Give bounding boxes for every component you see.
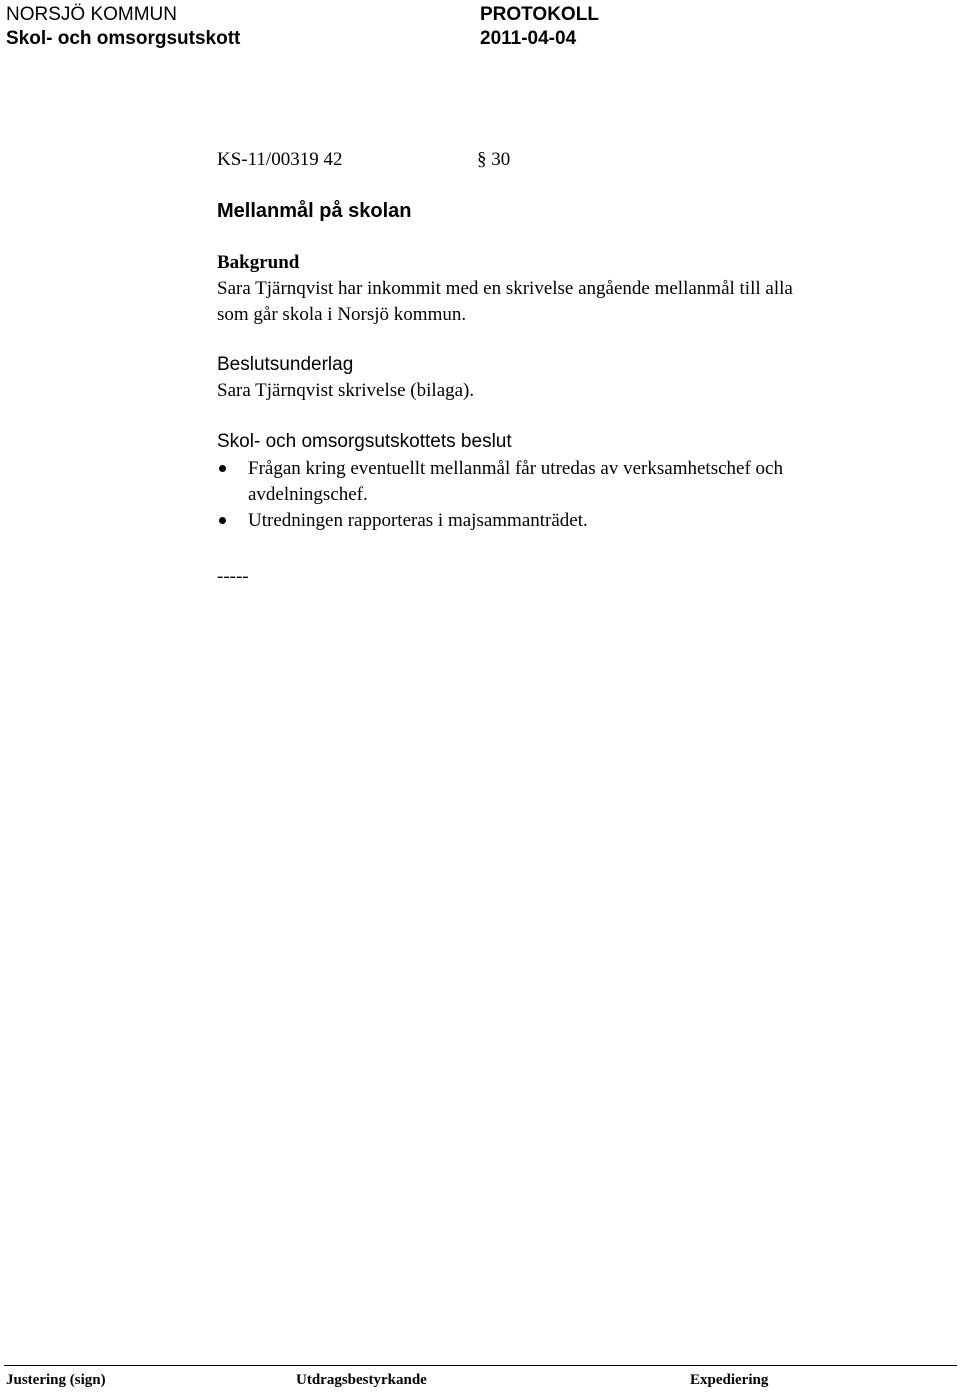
- decision-bullet-text: avdelningschef.: [248, 484, 368, 505]
- decision-bullet-text: Utredningen rapporteras i majsammanträdet.: [248, 510, 588, 531]
- bullet-icon: [219, 517, 226, 524]
- footer-divider: [4, 1365, 957, 1366]
- footer-sign-label: Justering (sign): [6, 1372, 106, 1388]
- decision-heading: Skol- och omsorgsutskottets beslut: [217, 431, 512, 452]
- page-title: Mellanmål på skolan: [217, 200, 412, 222]
- background-line: Sara Tjärnqvist har inkommit med en skrivelse angående mellanmål till alla: [217, 278, 793, 299]
- decision-basis-text: Sara Tjärnqvist skrivelse (bilaga).: [217, 380, 475, 401]
- case-reference: KS-11/00319 42: [217, 149, 343, 170]
- meeting-date: 2011-04-04: [480, 28, 577, 49]
- decision-basis-heading: Beslutsunderlag: [217, 354, 354, 375]
- footer-certified-label: Utdragsbestyrkande: [296, 1372, 427, 1388]
- background-line: som går skola i Norsjö kommun.: [217, 304, 467, 325]
- background-heading: Bakgrund: [217, 252, 300, 273]
- bullet-icon: [219, 465, 226, 472]
- decision-bullet-text: Frågan kring eventuellt mellanmål får utredas av verksamhetschef och: [248, 458, 783, 479]
- paragraph-number: § 30: [477, 149, 511, 170]
- committee-name: Skol- och omsorgsutskott: [6, 28, 241, 49]
- section-separator: -----: [217, 566, 249, 587]
- footer-dispatch-label: Expediering: [690, 1372, 769, 1388]
- org-name: NORSJÖ KOMMUN: [6, 4, 177, 25]
- doc-type: PROTOKOLL: [480, 4, 599, 25]
